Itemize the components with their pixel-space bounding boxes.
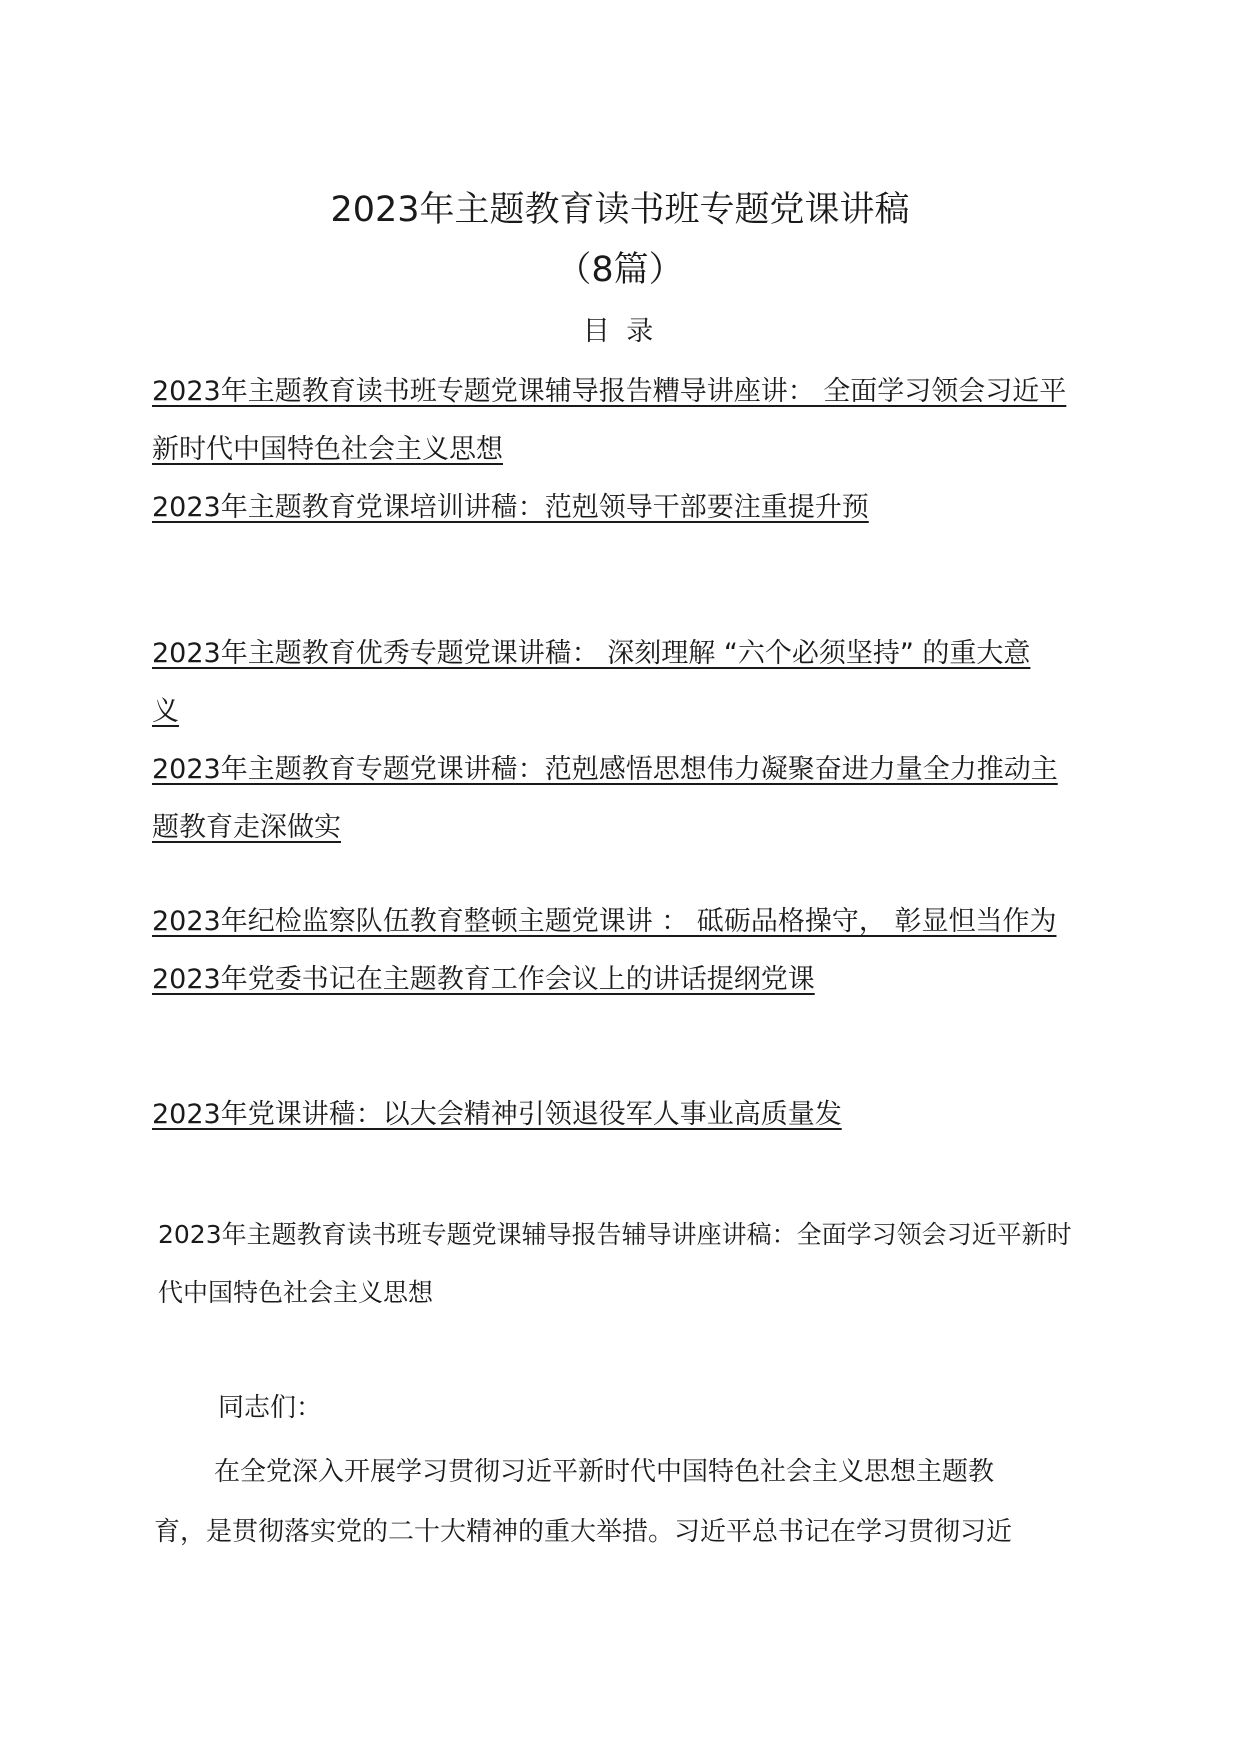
- body-paragraph-line-1: 在全党深入开展学习贯彻习近平新时代中国特色社会主义思想主题教: [214, 1457, 995, 1487]
- toc-item-4[interactable]: 2023年主题教育专题党课讲穑：范剋感悟思想伟力凝聚奋进力量全力推动主: [152, 754, 1058, 785]
- toc-item-3[interactable]: 2023年主题教育优秀专题党课讲穑： 深刻理解 “六个必须坚持” 的重大意: [152, 638, 1031, 669]
- document-title: 2023年主题教育读书班专题党课讲稿: [330, 190, 910, 230]
- toc-item-2[interactable]: 2023年主题教育党课培训讲穑：范剋领导干部要注重提升预: [152, 492, 869, 523]
- salutation: 同志们：: [218, 1393, 323, 1423]
- toc-heading: 目 录: [582, 316, 658, 347]
- toc-item-3-continued[interactable]: 义: [152, 696, 179, 727]
- toc-item-6[interactable]: 2023年党委书记在主题教育工作会议上的讲话提纲党课: [152, 964, 815, 995]
- body-paragraph-line-2: 育，是贯彻落实党的二十大精神的重大举措。习近平总书记在学习贯彻习近: [154, 1517, 1013, 1547]
- document-subtitle: （8篇）: [556, 250, 684, 290]
- section-title: 2023年主题教育读书班专题党课辅导报告辅导讲座讲稿：全面学习领会习近平新时: [158, 1220, 1072, 1249]
- section-title-continued: 代中国特色社会主义思想: [158, 1278, 434, 1307]
- toc-item-1-continued[interactable]: 新时代中国特色社会主义思想: [152, 434, 503, 465]
- toc-item-5[interactable]: 2023年纪检监察队伍教育整顿主题党课讲 ： 砥砺品格操守， 彰显怛当作为: [152, 906, 1057, 937]
- toc-item-1[interactable]: 2023年主题教育读书班专题党课辅导报告糟导讲座讲： 全面学习领会习近平: [152, 376, 1067, 407]
- toc-item-4-continued[interactable]: 题教育走深做实: [152, 812, 341, 843]
- toc-item-7[interactable]: 2023年党课讲穑：以大会精神引领退役军人事业高质量发: [152, 1099, 842, 1130]
